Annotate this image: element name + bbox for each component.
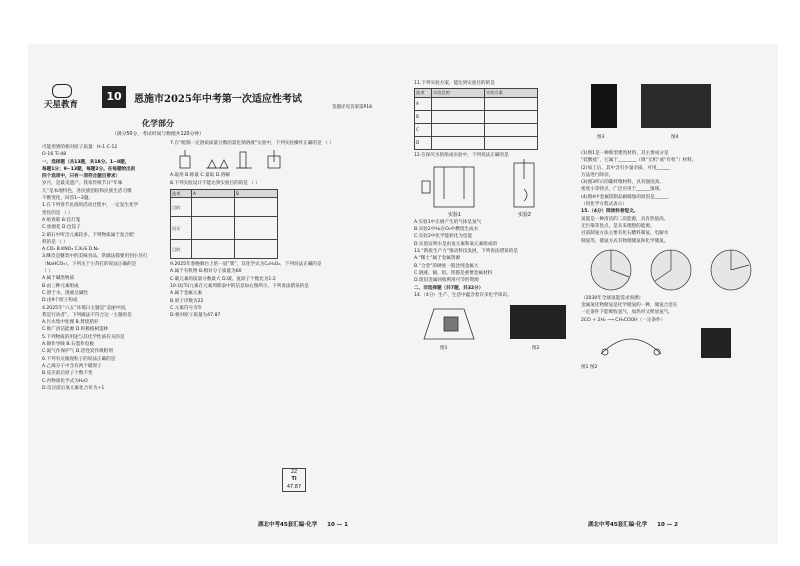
column-1-line: C.推广清洁能源 D.积极植树造林: [42, 327, 109, 333]
q15-text-1: 氢能是一种清洁的二次能源，具有热值高、: [581, 216, 669, 222]
q12-option-b: B.实验2中H₂在O₂中燃烧生成水: [414, 227, 479, 233]
q8-table: [170, 189, 278, 259]
column-2: [170, 140, 405, 490]
question-14: 14.（4分）生产、生活中蕴含着许多化学知识。: [414, 292, 512, 298]
logo-badge-icon: [52, 84, 72, 98]
hydrogen-storage-block: [701, 328, 731, 358]
question-7: 7.在“配制一定溶质质量分数的氯化钠溶液”实验中，下列实验操作正确的是 （ ）: [170, 141, 334, 146]
column-4: [581, 80, 771, 371]
q15-figures: [581, 324, 761, 364]
column-1-line: C.丙物质化学式为H₂O: [42, 378, 88, 384]
q12-option-a: A.实验1中正极产生的气体是氢气: [414, 219, 482, 225]
column-1-line: A.乙烯分子中含有两个碳原子: [42, 363, 102, 369]
q15-figure-labels: 图1 图2: [581, 365, 598, 371]
column-1-line: 1.在下列春节民俗的活动过程中，一定发生化学: [42, 203, 139, 209]
q11-cell: 实验方案: [485, 89, 538, 97]
q8-cell: [235, 217, 278, 240]
q13-option-a: A.“稀土”属于金属资源: [414, 256, 461, 262]
q14-part4-cont: （用化学方程式表示）: [581, 202, 627, 208]
q11-cell: [485, 97, 538, 110]
section-two-heading: 二、非选择题（共7题，共32分）: [414, 285, 484, 291]
column-3: [414, 80, 590, 353]
q8-cell: A: [192, 189, 235, 197]
fig3-label: 图3: [597, 135, 605, 140]
fig3-photo: [591, 84, 617, 128]
question-15: 15.（4分）阅读科普短文。: [581, 209, 639, 215]
q11-cell: [485, 136, 538, 149]
q7-apparatus-figure: [176, 148, 296, 172]
q11-cell: C: [415, 123, 432, 136]
q10-option-c: C.元素符号为Ti: [170, 305, 202, 311]
column-1-line: C.氮气作保护气 D.活性炭作吸附剂: [42, 349, 113, 355]
q14-figures: [414, 299, 584, 345]
q10-option-a: A.属于金属元素: [170, 291, 203, 297]
q7-options: A.取用 B.称量 C.量取 D.溶解: [170, 173, 230, 179]
footer-left-label: 湖北中考45套汇编·化学: [258, 522, 318, 528]
column-1-line: （ ）: [42, 269, 53, 275]
q15-text-2: 无污染等优点，是未来理想的能源。: [581, 223, 655, 229]
column-1-line: D.反应前后氧元素化合价为+1: [42, 385, 105, 391]
q10-option-b: B.原子序数为22: [170, 298, 204, 304]
element-mass: 47.87: [286, 483, 302, 490]
q11-cell: [432, 97, 485, 110]
q14-part3: (3)图3所示的碳纤维材料，具有强度高、: [581, 180, 664, 186]
footer-left: [258, 520, 348, 528]
q15-caption: （2030年全球氢能需求预测）: [581, 295, 644, 301]
column-1-line: 3.酥皮是糖类中的美味食品，常做法都要用到小苏打: [42, 254, 148, 260]
hydrogen-pie-charts: [581, 245, 761, 295]
q13-option-c: C.溶液、铜、铝、铁都是重要金属材料: [414, 270, 493, 276]
column-1-line: A.CO₂ B.KNO₃ C.K₂S D.N₂: [42, 247, 99, 253]
column-1-line: 一、选择题（共13题，共18分。1~8题，: [42, 159, 130, 165]
column-1: [42, 144, 172, 392]
element-tile: [282, 468, 306, 492]
q8-cell: B: [235, 189, 278, 197]
footer-left-page: 10 — 1: [327, 522, 348, 528]
column-1-line: O-16 Ti-48: [42, 152, 67, 158]
q11-cell: B: [415, 110, 432, 123]
q14-images-row: [581, 80, 771, 150]
q15-equation: 2CO + 2H₂ ⟶ CH₃COOH（一定条件）: [581, 317, 666, 323]
q8-cell: 目的: [171, 240, 192, 259]
q14-part2: (2)加工后，其中含有少量杂质，可用______: [581, 165, 671, 171]
q8-cell: [235, 198, 278, 217]
q15-text-4: 制氢等，储氢方式有物理储氢和化学储氢。: [581, 238, 669, 244]
column-1-line: 料的是 （ ）: [42, 239, 68, 245]
question-13: 13.“新质生产力”推动科技发展，下列说法错误的是: [414, 249, 518, 255]
q14-photo: [510, 305, 566, 339]
q10-option-d: D.相对原子质量为47.87: [170, 313, 221, 319]
fig2-label: 图2: [532, 346, 540, 352]
q11-cell: [432, 123, 485, 136]
q11-cell: D: [415, 136, 432, 149]
q14-figure-labels: [414, 345, 590, 353]
q8-cell: [192, 198, 235, 217]
column-1-line: B.由三种元素组成: [42, 283, 79, 289]
q14-part1-cont: “硅酸盐”，它属于________（填“无机”或“有机”）材料。: [581, 158, 697, 164]
question-11: 11.下列实验方案，能达到实验目的的是: [414, 81, 495, 86]
q8-cell: 设计: [171, 217, 192, 240]
q9-option-c-d: C.碳元素的质量分数最大 D.碳、氢原子个数比为1:2: [170, 276, 276, 282]
column-1-line: 我是行动者”。下列做法不符合这一主题的是: [42, 312, 132, 318]
column-1-line: A.污水集中处理 B.焚烧秸秆: [42, 320, 99, 326]
q8-cell: [192, 217, 235, 240]
footer-right: [588, 520, 678, 528]
column-1-line: A.铜作导线 B.石墨作电极: [42, 342, 94, 348]
q11-cell: [485, 123, 538, 136]
answer-note: 答题详见答案第P18: [332, 105, 372, 110]
column-1-line: D.由9个原子构成: [42, 298, 78, 304]
q14-part3-cont: 密度小等特点，广泛应用于______领域。: [581, 187, 664, 193]
column-1-line: B.反应前后原子个数不变: [42, 371, 93, 377]
q13-option-d: D.废旧金属回收利用可节约资源: [414, 278, 479, 284]
lab1-label: 实验1: [448, 211, 461, 218]
q8-cell: [235, 240, 278, 259]
q15-text-6: 一定条件下能吸收氢气，加热时又释放氢气。: [581, 310, 673, 316]
column-1-line: 可能用到的相对原子质量：H-1 C-12: [42, 145, 118, 150]
question-10: 10.钛(Ti)元素在元素周期表中的信息如右图所示，下列说法错误的是: [170, 284, 309, 290]
q9-option-a-b: A.属于有机物 B.相对分子质量为60: [170, 269, 242, 275]
paper-number: 10: [102, 86, 126, 108]
exam-header: [42, 84, 402, 112]
column-1-line: 岁月，是最美遗产。我家传统节日“年味: [42, 181, 123, 187]
column-1-line: A.贴春联 B.挂灯笼: [42, 217, 81, 223]
q11-cell: A: [415, 97, 432, 110]
q14-part4: (4)图4中金属铝制品耐腐蚀的原因是______: [581, 194, 669, 200]
q15-text-5: 金属氢化物储氢是化学储氢的一种，储氢合金在: [581, 303, 678, 309]
column-1-line: 每题1分；9~13题，每题2分。在每题给出的: [42, 166, 136, 172]
q12-option-d: D.实验证明水是由氢元素和氧元素组成的: [414, 241, 498, 247]
question-9: 9.2025年春晚舞台上的一道“菜”，其化学式为C₂H₄O₂，下列说法正确的是: [170, 262, 322, 268]
q11-cell: 实验目的: [432, 89, 485, 97]
element-number: 22: [290, 469, 298, 475]
exam-sheet: [28, 44, 778, 544]
column-1-line: 2.硝石中所含元素较多，下列物质属于复合肥: [42, 232, 134, 238]
q12-option-c: C.实验2中化学能转化为电能: [414, 234, 473, 240]
q11-cell: [432, 110, 485, 123]
q8-cell: 目的: [171, 198, 192, 217]
q11-table: [414, 88, 538, 149]
element-symbol: Ti: [291, 476, 297, 483]
lab2-label: 实验2: [518, 211, 531, 218]
brand-logo: [42, 84, 90, 112]
column-1-line: 不断变化，回答1~3题。: [42, 196, 94, 202]
time-note: （满分50分，考试时间与物理共120分钟）: [111, 132, 204, 137]
column-1-line: 四个选项中，只有一项符合题目要求）: [42, 174, 121, 180]
fig1-label: 图1: [440, 346, 448, 352]
column-1-line: 5.下列物质的用途与其化学性质有关的是: [42, 334, 125, 340]
q15-text-3: 目前制氢方法主要有化石燃料制氢、电解水: [581, 231, 669, 237]
electrolysis-figure: [414, 159, 584, 219]
exam-title: 恩施市2025年中考第一次适应性考试: [134, 94, 302, 105]
q11-cell: 选项: [415, 89, 432, 97]
q8-cell: 选项: [171, 189, 192, 197]
footer-right-page: 10 — 2: [657, 522, 678, 528]
question-8: 8.下列实验设计不能达到实验目的的是 （ ）: [170, 180, 260, 186]
footer-right-label: 湖北中考45套汇编·化学: [588, 522, 648, 528]
column-1-line: A.属于碱类物质: [42, 276, 75, 282]
column-1-line: 儿”是本地特色，各民族团结和民族生活习惯: [42, 188, 132, 194]
q14-part2-cont: 方法进行除杂。: [581, 172, 614, 178]
section-title: 化学部分: [142, 119, 174, 128]
column-1-line: 变化的是 （ ）: [42, 210, 73, 216]
column-1-line: C.放烟花 D.包饺子: [42, 225, 81, 231]
q11-cell: [485, 110, 538, 123]
column-1-line: 4.2025年“六五”环境日主题是“美丽中国，: [42, 305, 130, 311]
column-1-line: 6.下列有关微观粒子的说法正确的是: [42, 356, 116, 362]
column-1-line: C.溶于水，溶液呈碱性: [42, 290, 89, 296]
column-1-line: （NaHCO₃）。下列关于小苏打的说法正确的是: [42, 261, 137, 267]
brand-name: 天星教育: [44, 100, 79, 110]
q11-cell: [432, 136, 485, 149]
q8-cell: [192, 240, 235, 259]
question-12: 12.在探究水的组成实验中，下列说法正确的是: [414, 152, 509, 158]
fig4-label: 图4: [671, 135, 679, 140]
q13-option-b: B.“合金”的硬度一般比纯金属大: [414, 263, 479, 269]
q14-part1: (1)图1是一种新型建筑材料，其主要成分是: [581, 151, 669, 156]
fig4-photo: [641, 84, 711, 128]
